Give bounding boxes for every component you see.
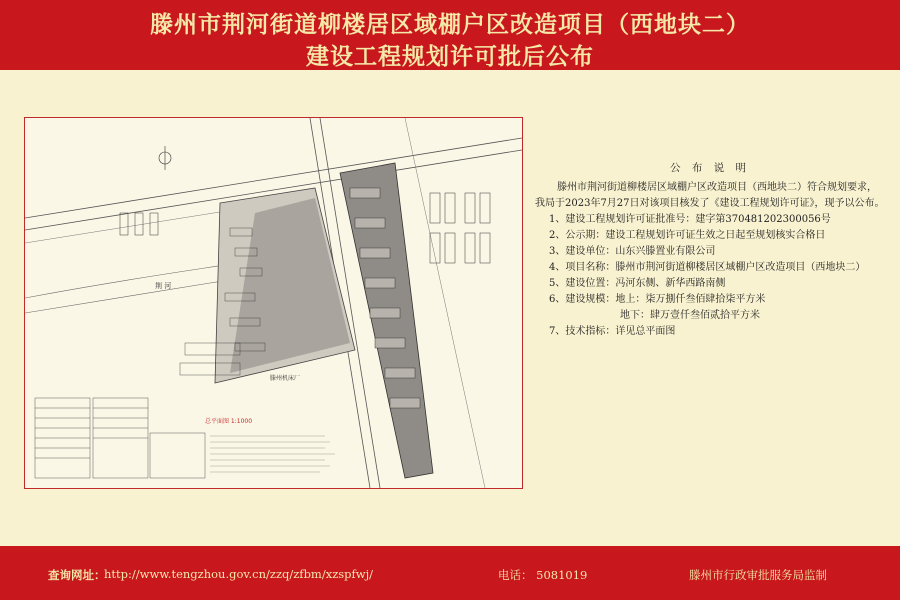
header-banner [0,0,900,70]
title-line1: 滕州市荆河街道柳楼居区域棚户区改造项目（西地块二） [150,11,750,38]
notice-intro: 滕州市荆河街道柳楼居区域棚户区改造项目（西地块二）符合规划要求，我局于2023年7月27日对该项目核发了《建设工程规划许可证》，现予以公布。 [535,182,885,209]
footer-banner [0,546,900,600]
title-line2: 建设工程规划许可批后公布 [306,43,594,70]
notice-item-6: 6、建设规模：地上：柒万捌仟叁佰肆拾柒平方米 [549,294,766,305]
query-url-link[interactable]: http://www.tengzhou.gov.cn/zzq/zfbm/xzspfwj/ [104,567,374,581]
supervisor-label: 滕州市行政审批服务局监制 [689,568,827,582]
query-label: 查询网址： [48,568,106,582]
north-arrow-icon [159,146,171,170]
notice-text [535,160,885,340]
river-label: 荆 河 [155,282,172,290]
notice-item-1: 1、建设工程规划许可证批准号：建字第370481202300056号 [549,214,831,225]
content-area [0,70,900,546]
notice-item-2: 2、公示期：建设工程规划许可证生效之日起至规划核实合格日 [549,230,826,241]
phone-number: 电话： 5081019 [498,568,588,582]
notice-item-4: 4、项目名称：滕州市荆河街道柳楼居区域棚户区改造项目（西地块二） [549,262,866,273]
scale-label: 总平面图 1:1000 [205,418,253,425]
notice-title: 公 布 说 明 [669,162,750,174]
drawing-notes [210,436,335,472]
site-plan-svg [25,118,522,488]
notice-item-3: 3、建设单位：山东兴滕置业有限公司 [549,246,716,257]
notice-item-7: 7、技术指标：详见总平面图 [549,326,676,337]
tech-index-tables [35,398,205,478]
notice-item-5: 5、建设位置：冯河东侧、新华西路南侧 [549,278,726,289]
plaza-label: 滕州机床厂 [270,375,301,382]
notice-item-6-sub: 地下：肆万壹仟叁佰贰拾平方米 [620,310,760,321]
site-plan-drawing [24,117,523,489]
